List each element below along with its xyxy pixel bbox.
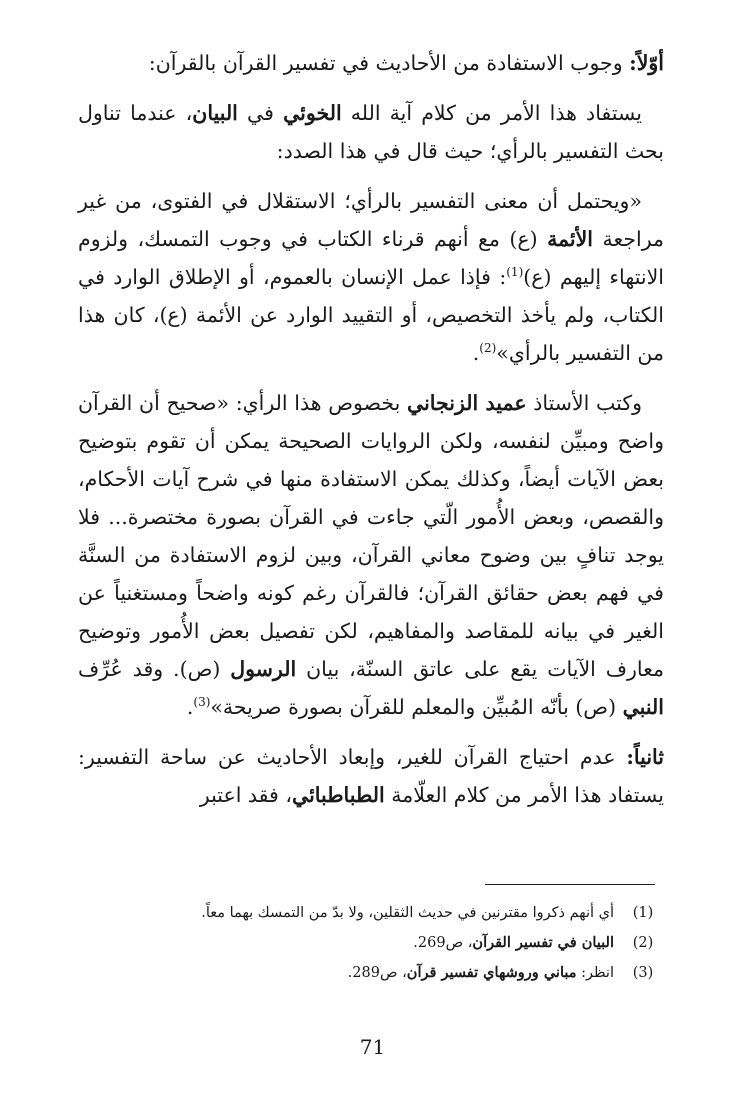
- p4-text-c: (ص). وقد عُرِّف: [78, 657, 231, 681]
- footnote-1: [78, 898, 660, 928]
- p4-bold-b: الرسول: [230, 657, 297, 681]
- p3-bold-a: الأئمة: [547, 227, 593, 251]
- footnote-page-ref: ، ص289.: [347, 965, 407, 981]
- p4-text-b: بخصوص هذا الرأي: «صحيح أن القرآن واضح ومبيِّن لنفسه، ولكن الروايات الصحيحة يمكن أن تقوم بتوضيح بعض الآيات أيضاً، وكذلك يمكن الاستفادة منها في شرح آيات الأحكام، والقصص، وبعض الأُمور الّتي جاءت في القرآن بصورة مختصرة... فلا يوجد تنافٍ بين وضوح معاني القرآن، وبين لزوم الاستفادة من السنَّة في فهم بعض حقائق القرآن؛ فالقرآن رغم كونه واضحاً ومستغنياً عن الغير في بيانه للمقاصد والمفاهيم، لكن تفصيل بعض الأُمور وتوضيح معارف الآيات يقع على عاتق السنّة، بيان: [78, 391, 664, 681]
- p4-text-e: .: [186, 695, 194, 719]
- footnote-number: (2): [632, 935, 654, 951]
- p4-text-a: وكتب الأستاذ: [526, 391, 642, 415]
- p3-text-d: .: [472, 341, 480, 365]
- footnote-divider: [485, 884, 655, 885]
- p2-text-c: ، عندما تناول بحث التفسير بالرأي؛ حيث قال في هذا الصدد:: [78, 101, 664, 163]
- paragraph-5: [78, 738, 664, 814]
- paragraph-3: [78, 182, 664, 372]
- footnote-3: [78, 958, 660, 988]
- footnote-text: [348, 958, 614, 988]
- paragraph-1-text: وجوب الاستفادة من الأحاديث في تفسير القرآن بالقرآن:: [148, 51, 630, 75]
- p2-text-a: يستفاد هذا الأمر من كلام آية الله: [341, 101, 642, 125]
- footnote-page-ref: ، ص269.: [413, 935, 473, 951]
- footnote-ref-3[interactable]: (3): [193, 695, 211, 710]
- p2-bold-b: البيان: [192, 101, 238, 125]
- heading-first: أوّلاً:: [629, 51, 664, 75]
- paragraph-2: [78, 94, 664, 170]
- footnote-ref-2[interactable]: (2): [479, 341, 497, 356]
- footnote-text: أي أنهم ذكروا مقترنين في حديث الثقلين، ولا بدّ من التمسك بهما معاً.: [201, 905, 614, 921]
- p3-text-c: : فإذا عمل الإنسان بالعموم، أو الإطلاق الوارد في الكتاب، ولم يأخذ التخصيص، أو التقييد الوارد عن الأئمة (ع)، كان هذا من التفسير بالرأي»: [78, 265, 664, 365]
- paragraph-1: [78, 44, 664, 82]
- p5-text-a: عدم احتياج القرآن للغير، وإبعاد الأحاديث عن ساحة التفسير: يستفاد هذا الأمر من كلام العلّامة: [78, 745, 664, 807]
- heading-second: ثانياً:: [626, 745, 664, 769]
- p3-text-a: «ويحتمل أن معنى التفسير بالرأي؛ الاستقلال في الفتوى، من غير مراجعة: [78, 189, 665, 251]
- p2-text-b: في: [237, 101, 284, 125]
- p5-text-b: ، فقد اعتبر: [199, 783, 292, 807]
- page-body: [78, 44, 664, 826]
- p5-bold-a: الطباطبائي: [291, 783, 385, 807]
- footnote-2: [78, 928, 660, 958]
- footnote-number: (1): [632, 905, 654, 921]
- p4-text-d: (ص) بأنّه المُبيِّن والمعلم للقرآن بصورة صريحة»: [210, 695, 623, 719]
- page-number: 71: [359, 1035, 386, 1059]
- footnotes: [78, 898, 660, 988]
- footnote-prefix: انظر:: [576, 965, 614, 981]
- p4-bold-a: عميد الزنجاني: [407, 391, 527, 415]
- footnote-text: [413, 928, 614, 958]
- p4-bold-c: النبي: [622, 695, 664, 719]
- p2-bold-a: الخوئي: [283, 101, 342, 125]
- footnote-number: (3): [632, 965, 654, 981]
- p3-text-b: (ع) مع أنهم قرناء الكتاب في وجوب التمسك، ولزوم الانتهاء إليهم (ع): [78, 227, 664, 289]
- footnote-bold-title: مباني وروشهاي تفسير قرآن: [406, 964, 577, 981]
- footnote-ref-1[interactable]: (1): [506, 265, 524, 280]
- footnote-bold-title: البيان في تفسير القرآن: [472, 934, 614, 951]
- paragraph-4: [78, 384, 664, 726]
